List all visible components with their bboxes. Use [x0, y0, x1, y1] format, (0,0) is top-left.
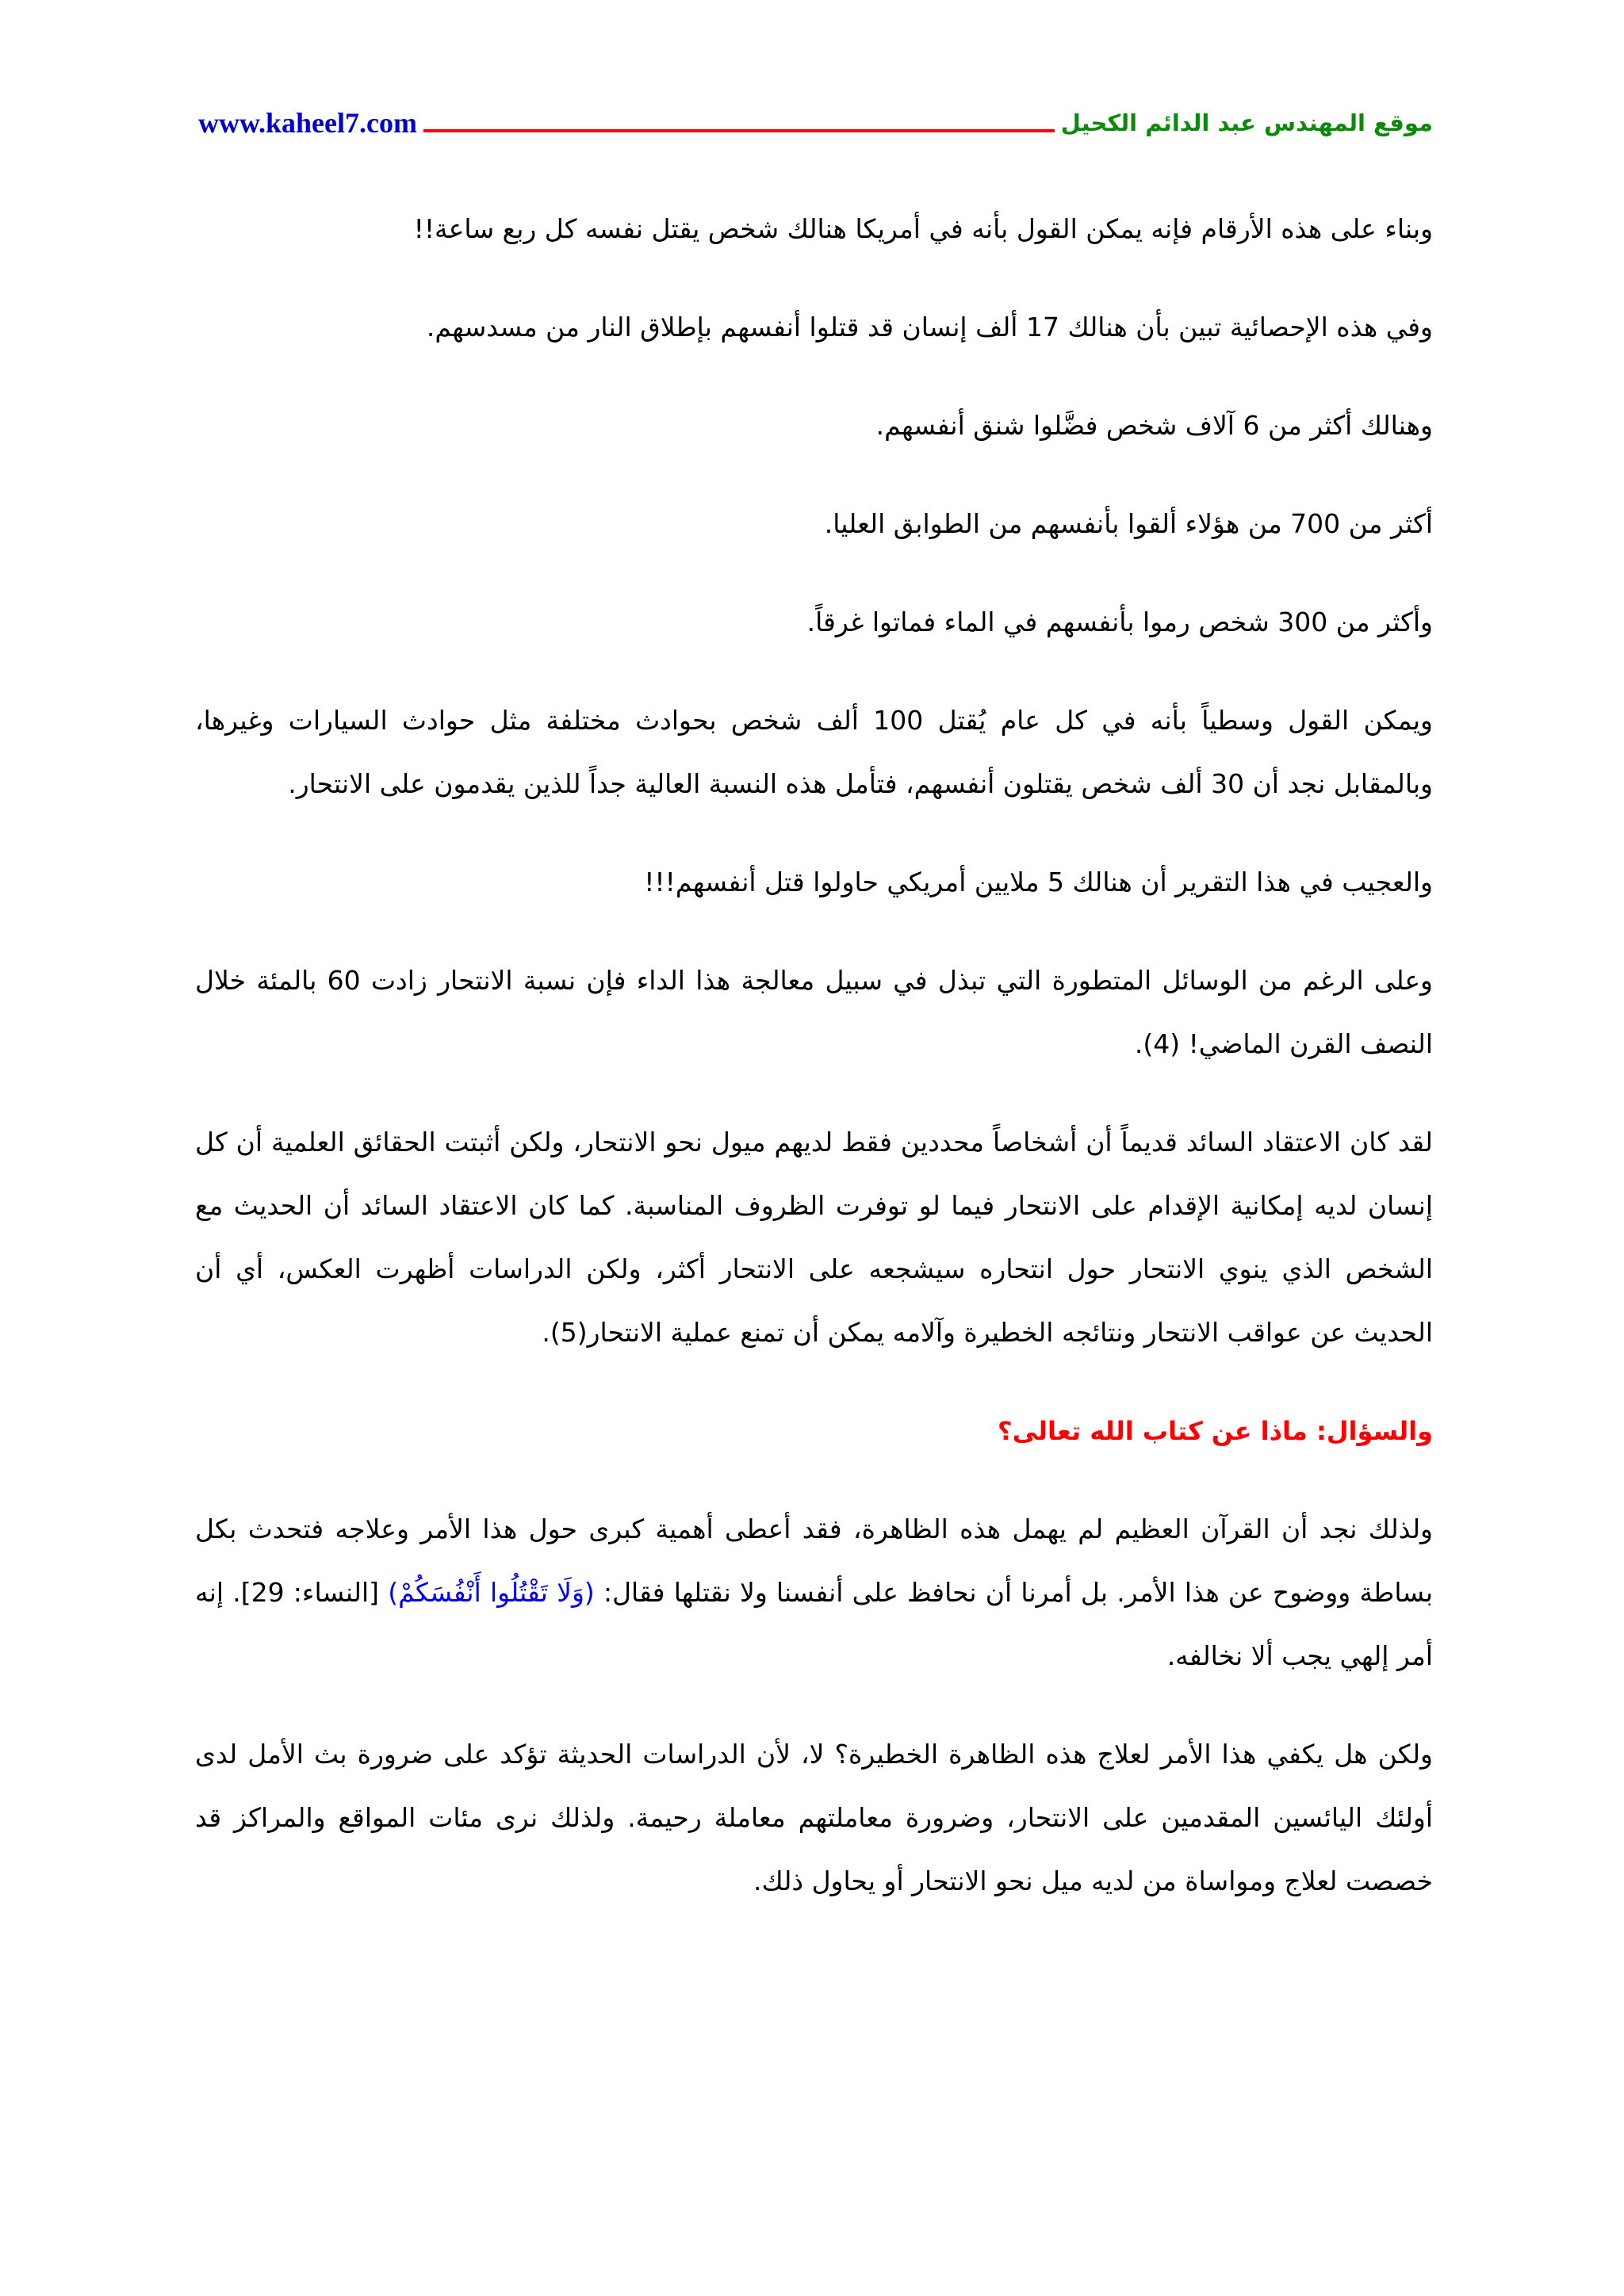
- quran-intro-text: ولذلك نجد أن القرآن العظيم لم يهمل هذه الظاهرة، فقد أعطى أهمية كبرى حول هذا الأمر وعلاجه فتحدث بكل بساطة ووضوح عن هذا الأمر. بل أمرنا أن نحافظ على أنفسنا ولا نقتلها فقال:: [195, 1513, 1433, 1608]
- paragraph-beliefs: لقد كان الاعتقاد السائد قديماً أن أشخاصاً محددين فقط لديهم ميول نحو الانتحار، ولكن أثبتت الحقائق العلمية أن كل إنسان لديه إمكانية الإقدام على الانتحار فيما لو توفرت الظروف المناسبة. كما كان الاعتقاد السائد أن الحديث مع الشخص الذي ينوي الانتحار حول انتحاره سيشجعه على الانتحار أكثر، ولكن الدراسات أظهرت العكس، أي أن الحديث عن عواقب الانتحار ونتائجه الخطيرة وآلامه يمكن أن تمنع عملية الانتحار(5).: [195, 1127, 1433, 1348]
- site-url-link[interactable]: www.kaheel7.com: [198, 107, 417, 139]
- header-divider: [423, 129, 1055, 132]
- quran-verse: (وَلَا تَقْتُلُوا أَنْفُسَكُمْ): [388, 1577, 595, 1608]
- page-header: [198, 101, 1433, 144]
- article-body: [195, 197, 1433, 1948]
- paragraph-hope: ولكن هل يكفي هذا الأمر لعلاج هذه الظاهرة الخطيرة؟ لا، لأن الدراسات الحديثة تؤكد على ضرورة بث الأمل لدى أولئك اليائسين المقدمين على الانتحار، وضرورة معاملتهم معاملة رحيمة. ولذلك نرى مئات المواقع والمراكز قد خصصت لعلاج ومواساة من لديه ميل نحو الانتحار أو يحاول ذلك.: [195, 1739, 1433, 1896]
- site-title: موقع المهندس عبد الدائم الكحيل: [1060, 109, 1433, 136]
- paragraph-attempts: والعجيب في هذا التقرير أن هنالك 5 ملايين أمريكي حاولوا قتل أنفسهم!!!: [644, 867, 1433, 897]
- paragraph-quran: [195, 1498, 1433, 1688]
- paragraph-per-quarter-hour: وبناء على هذه الأرقام فإنه يمكن القول بأنه في أمريكا هنالك شخص يقتل نفسه كل ربع ساعة!!: [413, 213, 1433, 244]
- paragraph-firearm-suicides: وفي هذه الإحصائية تبين بأن هنالك 17 ألف إنسان قد قتلوا أنفسهم بإطلاق النار من مسدسهم.: [426, 312, 1433, 342]
- paragraph-hanging: وهنالك أكثر من 6 آلاف شخص فضَّلوا شنق أنفسهم.: [875, 410, 1433, 441]
- paragraph-jumping: أكثر من 700 من هؤلاء ألقوا بأنفسهم من الطوابق العليا.: [824, 508, 1433, 539]
- paragraph-drowning: وأكثر من 300 شخص رموا بأنفسهم في الماء فماتوا غرقاً.: [806, 607, 1433, 637]
- quran-citation-text: [النساء: 29]. إنه أمر إلهي يجب ألا نخالفه.: [195, 1577, 1433, 1671]
- section-heading: والسؤال: ماذا عن كتاب الله تعالى؟: [998, 1416, 1433, 1446]
- paragraph-accident-comparison: ويمكن القول وسطياً بأنه في كل عام يُقتل 100 ألف شخص بحوادث مختلفة مثل حوادث السيارات وغيرها، وبالمقابل نجد أن 30 ألف شخص يقتلون أنفسهم، فتأمل هذه النسبة العالية جداً للذين يقدمون على الانتحار.: [195, 705, 1433, 799]
- paragraph-rate-increase: وعلى الرغم من الوسائل المتطورة التي تبذل في سبيل معالجة هذا الداء فإن نسبة الانتحار زادت 60 بالمئة خلال النصف القرن الماضي! (4).: [195, 965, 1433, 1059]
